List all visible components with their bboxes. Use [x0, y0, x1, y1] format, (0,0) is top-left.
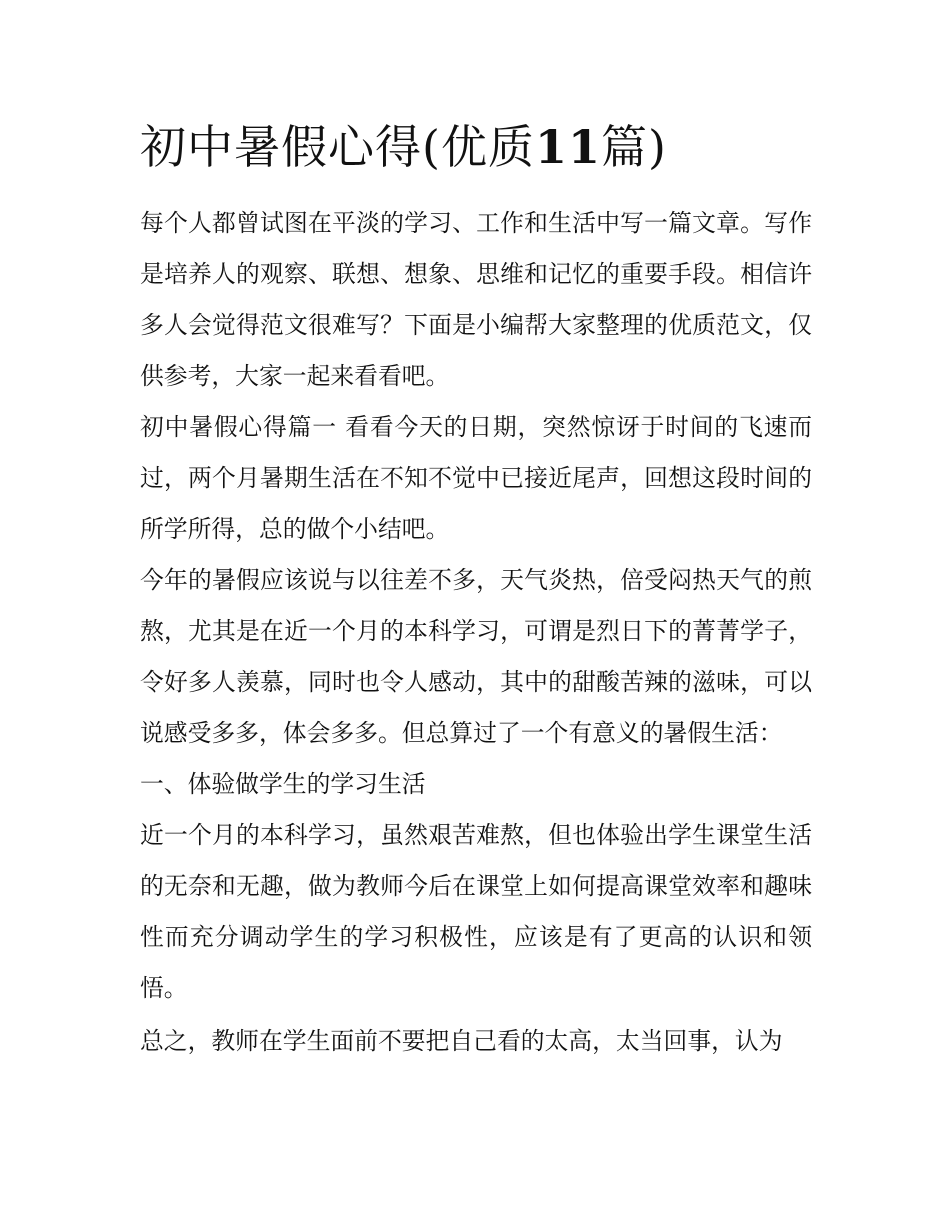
title-number: 11	[534, 120, 601, 174]
document-title	[140, 116, 820, 178]
paragraph-intro: 每个人都曾试图在平淡的学习、工作和生活中写一篇文章。写作是培养人的观察、联想、想象、思维和记忆的重要手段。相信许多人会觉得范文很难写？下面是小编帮大家整理的优质范文，仅供参考，大家一起来看看吧。	[140, 209, 812, 390]
paragraph-summer-review: 今年的暑假应该说与以往差不多，天气炎热，倍受闷热天气的煎熬，尤其是在近一个月的本科学习，可谓是烈日下的菁菁学子，令好多人羡慕，同时也令人感动，其中的甜酸苦辣的滋味，可以说感受多多，体会多多。但总算过了一个有意义的暑假生活：	[140, 566, 812, 747]
paragraph-part-one: 初中暑假心得篇一 看看今天的日期，突然惊讶于时间的飞速而过，两个月暑期生活在不知不觉中已接近尾声，回想这段时间的所学所得，总的做个小结吧。	[140, 413, 812, 543]
title-suffix: 篇)	[600, 120, 667, 174]
title-text: 初中暑假心得(优质	[140, 120, 535, 174]
paragraph-study-experience: 近一个月的本科学习，虽然艰苦难熬，但也体验出学生课堂生活的无奈和无趣，做为教师今后在课堂上如何提高课堂效率和趣味性而充分调动学生的学习积极性，应该是有了更高的认识和领悟。	[140, 821, 812, 1002]
paragraph-conclusion: 总之，教师在学生面前不要把自己看的太高，太当回事，认为	[140, 1027, 783, 1055]
section-heading: 一、体验做学生的学习生活	[140, 770, 426, 798]
document-body	[140, 198, 812, 1067]
